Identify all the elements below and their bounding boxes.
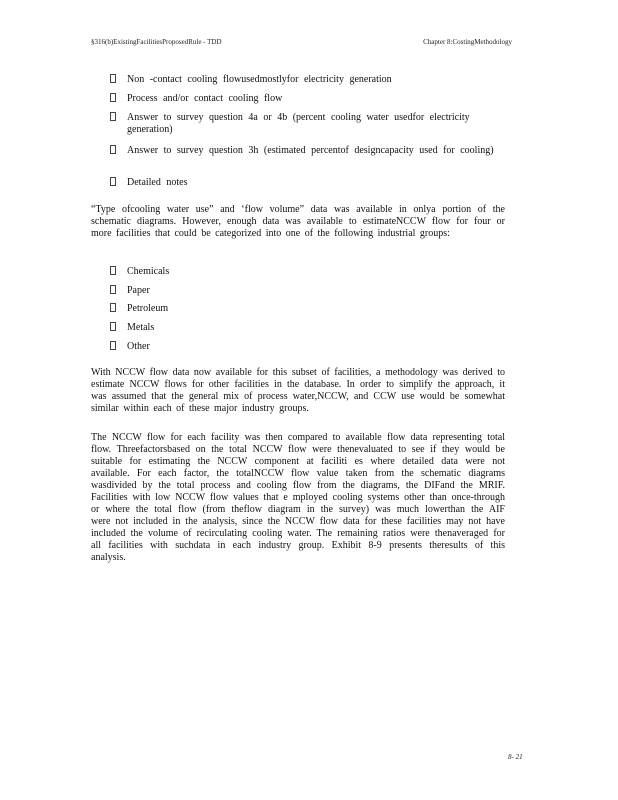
bullet-box-icon [110, 112, 116, 121]
list-item: Answer to survey question 3h (estimated percentof designcapacity used for cooling) [110, 145, 500, 157]
list-item: Answer to survey question 4a or 4b (percent cooling water usedfor electricity generation) [110, 112, 500, 136]
bullet-box-icon [110, 145, 116, 154]
list-item: Chemicals [110, 266, 500, 278]
list-item: Paper [110, 285, 500, 297]
bullet-box-icon [110, 93, 116, 102]
bullet-box-icon [110, 266, 116, 275]
list-item: Petroleum [110, 303, 500, 315]
list-item: Process and/or contact cooling flow [110, 93, 500, 105]
running-header-left: §316(b)ExistingFacilitiesProposedRule - TDD [91, 38, 222, 46]
paragraph-nccw-analysis: The NCCW flow for each facility was then compared to available flow data representing total flow. Threefactorsbased on the total NCCW flow were thenevaluated to see if they would be suitable for estimating the NCCW component at faciliti es where detailed data were not available. For each factor, the totalNCCW flow value taken from the schematic diagrams wasdivided by the total process and cooling flow from the diagrams, the DIFand the MRIF. Facilities with low NCCW flow values that e mployed cooling systems other than once-through or where the total flow (from theflow diagram in the survey) was much lowerthan the AIF were not included in the analysis, since the NCCW flow data for these facilities may not have included the volume of recirculating cooling water. The remaining ratios were thenaveraged for all facilities with suchdata in each industry group. Exhibit 8-9 presents theresults of this analysis. [91, 432, 505, 563]
paragraph-methodology: With NCCW flow data now available for this subset of facilities, a methodology was derived to estimate NCCW flows for other facilities in the database. In order to simplify the approach, it was assumed that the general mix of process water,NCCW, and CCW use would be somewhat similar within each of these major industry groups. [91, 367, 505, 414]
list-item: Detailed notes [110, 177, 500, 189]
bullet-box-icon [110, 285, 116, 294]
list-item: Other [110, 341, 500, 353]
bullet-box-icon [110, 303, 116, 312]
list-item: Metals [110, 322, 500, 334]
page-number: 8- 21 [508, 753, 523, 761]
bullet-box-icon [110, 322, 116, 331]
bullet-box-icon [110, 341, 116, 350]
list-item: Non -contact cooling flowusedmostlyfor electricity generation [110, 74, 500, 86]
running-header-right: Chapter 8:CostingMethodology [423, 38, 512, 46]
bullet-box-icon [110, 177, 116, 186]
bullet-box-icon [110, 74, 116, 83]
paragraph-cooling-water-data: “Type ofcooling water use” and ‘flow volume” data was available in onlya portion of the schematic diagrams. However, enough data was available to estimateNCCW flow for four or more facilities that could be categorized into one of the following industrial groups: [91, 204, 505, 239]
